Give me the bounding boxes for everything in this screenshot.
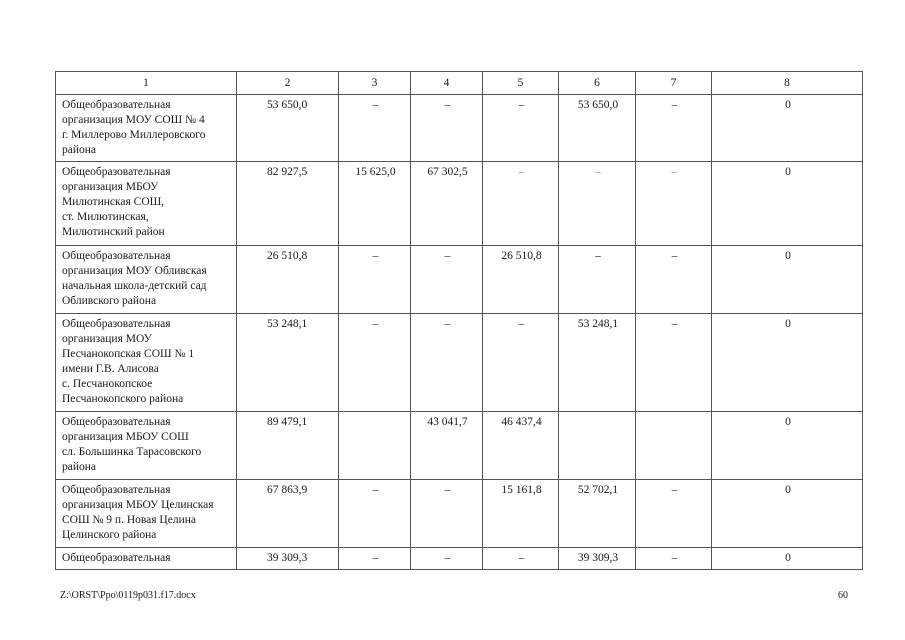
value-cell-col6 xyxy=(559,412,636,480)
col-header-2: 2 xyxy=(237,72,339,95)
org-name-cell: Общеобразовательная организация МБОУ Целинская СОШ № 9 п. Новая Целина Целинского района xyxy=(56,480,237,548)
value-cell-col2: 39 309,3 xyxy=(237,548,339,570)
value-cell-col4: – xyxy=(411,246,483,314)
value-cell-col3: – xyxy=(339,314,411,412)
table-row xyxy=(56,162,863,246)
value-cell-col4: – xyxy=(411,314,483,412)
value-cell-col5: – xyxy=(483,162,559,246)
value-cell-col2: 53 650,0 xyxy=(237,95,339,162)
page-number: 60 xyxy=(838,590,848,601)
org-name-cell: Общеобразовательная организация МБОУ СОШ сл. Большинка Тарасовского района xyxy=(56,412,237,480)
value-cell-col7: – xyxy=(636,480,712,548)
value-cell-col8: 0 xyxy=(712,548,863,570)
value-cell-col7: – xyxy=(636,95,712,162)
org-name-cell: Общеобразовательная организация МОУ СОШ № 4 г. Миллерово Миллеровского района xyxy=(56,95,237,162)
value-cell-col6: 53 248,1 xyxy=(559,314,636,412)
value-cell-col4: 67 302,5 xyxy=(411,162,483,246)
footer-file-path: Z:\ORST\Ppo\0119p031.f17.docx xyxy=(60,590,196,601)
org-name-cell: Общеобразовательная организация МОУ Обливская начальная школа-детский сад Обливского района xyxy=(56,246,237,314)
table-row xyxy=(56,412,863,480)
value-cell-col5: 15 161,8 xyxy=(483,480,559,548)
value-cell-col7: – xyxy=(636,162,712,246)
value-cell-col6: 39 309,3 xyxy=(559,548,636,570)
table-row xyxy=(56,246,863,314)
value-cell-col8: 0 xyxy=(712,314,863,412)
table-header-row xyxy=(56,72,863,95)
value-cell-col2: 89 479,1 xyxy=(237,412,339,480)
value-cell-col7: – xyxy=(636,246,712,314)
value-cell-col6: 52 702,1 xyxy=(559,480,636,548)
org-name-cell: Общеобразовательная организация МОУ Песчанокопская СОШ № 1 имени Г.В. Алисова с. Песчанокопское Песчанокопского района xyxy=(56,314,237,412)
table-row xyxy=(56,480,863,548)
table-row xyxy=(56,548,863,570)
table-row xyxy=(56,95,863,162)
value-cell-col4: – xyxy=(411,548,483,570)
value-cell-col2: 53 248,1 xyxy=(237,314,339,412)
org-name-cell: Общеобразовательная организация МБОУ Милютинская СОШ, ст. Милютинская, Милютинский район xyxy=(56,162,237,246)
value-cell-col8: 0 xyxy=(712,95,863,162)
col-header-3: 3 xyxy=(339,72,411,95)
value-cell-col3: 15 625,0 xyxy=(339,162,411,246)
value-cell-col6: 53 650,0 xyxy=(559,95,636,162)
value-cell-col7: – xyxy=(636,314,712,412)
col-header-7: 7 xyxy=(636,72,712,95)
col-header-4: 4 xyxy=(411,72,483,95)
value-cell-col7 xyxy=(636,412,712,480)
value-cell-col2: 67 863,9 xyxy=(237,480,339,548)
col-header-6: 6 xyxy=(559,72,636,95)
value-cell-col4: 43 041,7 xyxy=(411,412,483,480)
col-header-5: 5 xyxy=(483,72,559,95)
value-cell-col6: – xyxy=(559,162,636,246)
col-header-8: 8 xyxy=(712,72,863,95)
value-cell-col4: – xyxy=(411,480,483,548)
value-cell-col3: – xyxy=(339,480,411,548)
value-cell-col8: 0 xyxy=(712,246,863,314)
value-cell-col5: – xyxy=(483,548,559,570)
value-cell-col8: 0 xyxy=(712,480,863,548)
value-cell-col5: – xyxy=(483,314,559,412)
value-cell-col6: – xyxy=(559,246,636,314)
value-cell-col3: – xyxy=(339,548,411,570)
value-cell-col5: – xyxy=(483,95,559,162)
value-cell-col4: – xyxy=(411,95,483,162)
value-cell-col3 xyxy=(339,412,411,480)
value-cell-col8: 0 xyxy=(712,412,863,480)
org-name-cell: Общеобразовательная xyxy=(56,548,237,570)
value-cell-col5: 26 510,8 xyxy=(483,246,559,314)
budget-table xyxy=(55,71,863,570)
value-cell-col5: 46 437,4 xyxy=(483,412,559,480)
value-cell-col7: – xyxy=(636,548,712,570)
table-row xyxy=(56,314,863,412)
value-cell-col2: 26 510,8 xyxy=(237,246,339,314)
value-cell-col2: 82 927,5 xyxy=(237,162,339,246)
col-header-1: 1 xyxy=(56,72,237,95)
value-cell-col3: – xyxy=(339,246,411,314)
value-cell-col8: 0 xyxy=(712,162,863,246)
value-cell-col3: – xyxy=(339,95,411,162)
